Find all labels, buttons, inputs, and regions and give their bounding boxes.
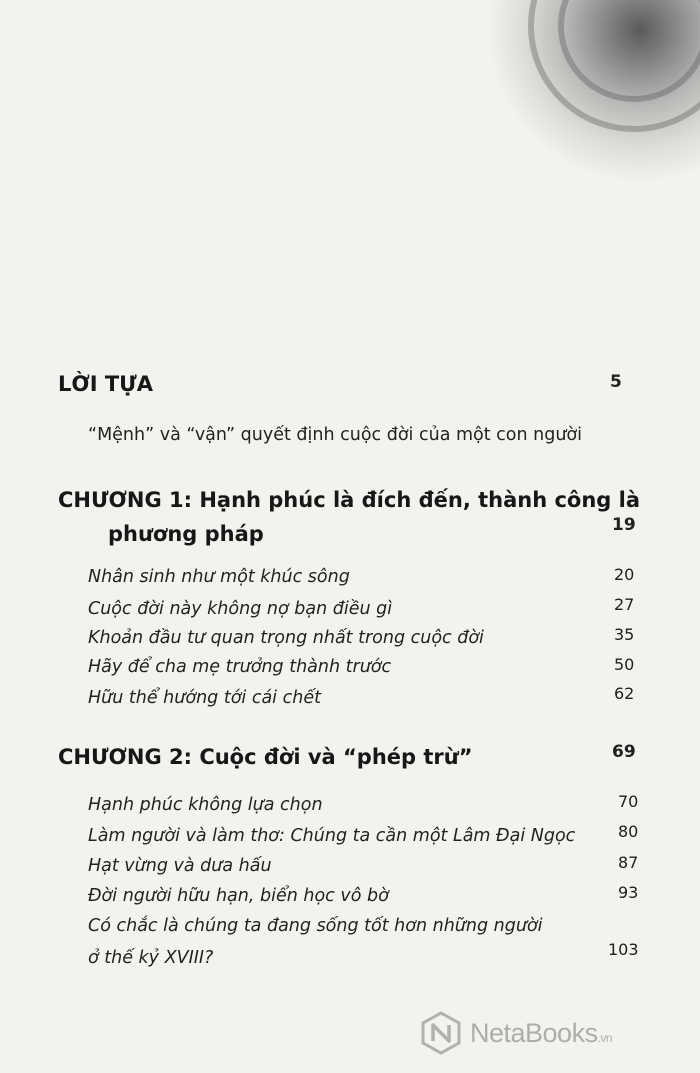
toc-entry: “Mệnh” và “vận” quyết định cuộc đời của một con người: [88, 425, 582, 445]
chapter1-heading: CHƯƠNG 1: Hạnh phúc là đích đến, thành công là: [58, 488, 641, 512]
site-watermark: [418, 1010, 700, 1066]
toc-entry-page: 70: [618, 792, 639, 811]
toc-entry-page: 87: [618, 853, 639, 872]
toc-entry-page: 20: [614, 565, 635, 584]
preface-heading: LỜI TỰA: [58, 372, 153, 396]
logo-icon: [418, 1010, 464, 1056]
watermark-text: NetaBooks.vn: [470, 1018, 613, 1048]
toc-entry: Hãy để cha mẹ trưởng thành trước: [88, 657, 392, 677]
toc-entry-page: 50: [614, 655, 635, 674]
chapter1-heading-cont: phương pháp: [108, 522, 264, 546]
toc-entry: Hữu thể hướng tới cái chết: [88, 688, 321, 708]
bleed-through-text: [60, 110, 700, 144]
toc-entry: Đời người hữu hạn, biển học vô bờ: [88, 886, 389, 906]
chapter2-heading: CHƯƠNG 2: Cuộc đời và “phép trừ”: [58, 745, 473, 769]
toc-entry: Khoản đầu tư quan trọng nhất trong cuộc đời: [88, 628, 484, 648]
toc-entry: Cuộc đời này không nợ bạn điều gì: [88, 599, 393, 619]
toc-entry-cont: ở thế kỷ XVIII?: [88, 948, 214, 968]
toc-entry-page: 35: [614, 625, 635, 644]
toc-entry: Hạnh phúc không lựa chọn: [88, 795, 323, 815]
toc-entry-page: 27: [614, 595, 635, 614]
toc-entry: Hạt vừng và dưa hấu: [88, 856, 272, 876]
toc-entry-page: 62: [614, 684, 635, 703]
toc-entry: Nhân sinh như một khúc sông: [88, 567, 350, 587]
chapter1-page: 19: [612, 515, 636, 535]
toc-entry: Có chắc là chúng ta đang sống tốt hơn những người: [88, 916, 543, 936]
chapter2-page: 69: [612, 742, 636, 762]
toc-entry-page: 93: [618, 883, 639, 902]
toc-entry: Làm người và làm thơ: Chúng ta cần một Lâm Đại Ngọc: [88, 826, 576, 846]
toc-entry-page: 103: [608, 940, 639, 959]
toc-entry-page: 80: [618, 822, 639, 841]
preface-page: 5: [610, 372, 622, 392]
